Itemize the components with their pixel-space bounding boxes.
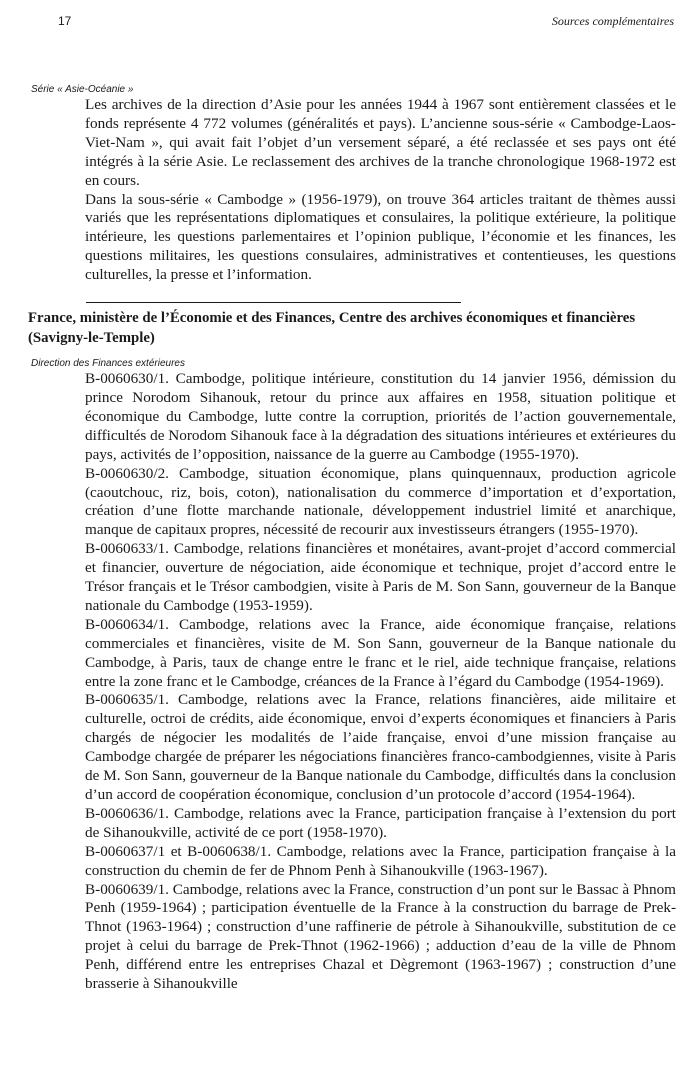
archive-entry: B-0060637/1 et B-0060638/1. Cambodge, relations avec la France, participation française à la construction du chemin de fer de Phnom Penh à Sihanoukville (1963-1967). bbox=[85, 842, 676, 879]
asia-paragraph-1: Les archives de la direction d’Asie pour les années 1944 à 1967 sont entièrement classées et le fonds représente 4 772 volumes (généralités et pays). L’ancienne sous-série « Cambodge-Laos-Viet-Nam », qui avait fait l’objet d’un versement séparé, a été reclassée et ses pays ont été intégrés à la série Asie. Le reclassement des archives de la tranche chronologique 1968-1972 est en cours. bbox=[85, 96, 676, 189]
archive-entry: B-0060634/1. Cambodge, relations avec la France, aide économique française, relations commerciales et financières, visite de M. Son Sann, gouverneur de la Banque nationale du Cambodge, à Paris, taux de change entre le franc et le riel, aide technique française, relations entre la zone franc et le Cambodge, créances de la France à l’égard du Cambodge (1954-1969). bbox=[85, 615, 676, 690]
page-header bbox=[58, 14, 674, 34]
archive-entry: B-0060630/1. Cambodge, politique intérieure, constitution du 14 janvier 1956, démission du prince Norodom Sihanouk, retour du prince aux affaires en 1958, situation politique et économique du Cambodge, lutte contre la corruption, priorités de l’action gouvernementale, difficultés de Norodom Sihanouk face à la dégradation des situations intérieures et extérieures du pays, activités de l’opposition, naissance de la guerre au Cambodge (1955-1970). bbox=[85, 370, 676, 463]
page-number: 17 bbox=[58, 14, 72, 28]
archive-entries bbox=[85, 370, 676, 994]
running-head: Sources complémentaires bbox=[551, 14, 674, 28]
asia-paragraph-2: Dans la sous-série « Cambodge » (1956-1979), on trouve 364 articles traitant de thèmes aussi variés que les représentations diplomatiques et consulaires, la politique extérieure, la politique intérieure, les questions parlementaires et l’opinion publique, l’économie et les finances, les questions militaires, les questions consulaires, administratives et contentieuses, les questions culturelles, la presse et l’information. bbox=[85, 190, 676, 284]
archive-entry: B-0060636/1. Cambodge, relations avec la France, participation française à l’extension du port de Sihanoukville, activité de ce port (1958-1970). bbox=[85, 804, 676, 841]
archive-entry: B-0060630/2. Cambodge, situation économique, plans quinquennaux, production agricole (caoutchouc, riz, bois, coton), nationalisation du commerce d’importation et d’exportation, création d’une flotte marchande nationale, développement industriel limité et anarchique, manque de capitaux propres, nécessité de recourir aux investisseurs étrangers (1955-1970). bbox=[85, 464, 676, 539]
section-divider bbox=[86, 302, 461, 303]
direction-label: Direction des Finances extérieures bbox=[31, 358, 185, 370]
series-label: Série « Asie-Océanie » bbox=[31, 84, 134, 95]
section-title: France, ministère de l’Économie et des Finances, Centre des archives économiques et financières (Savigny-le-Temple) bbox=[28, 310, 636, 346]
page-content bbox=[28, 84, 676, 994]
archive-entry: B-0060633/1. Cambodge, relations financières et monétaires, avant-projet d’accord commercial et financier, ouverture de négociation, aide économique et technique, projet d’accord entre le Trésor français et le Trésor cambodgien, visite à Paris de M. Son Sann, gouverneur de la Banque nationale du Cambodge (1953-1959). bbox=[85, 540, 676, 614]
archive-entry: B-0060639/1. Cambodge, relations avec la France, construction d’un pont sur le Bassac à Phnom Penh (1959-1964) ; participation éventuelle de la France à la construction du barrage de Prek-Thnot (1963-1964) ; construction d’une raffinerie de pétrole à Sihanoukville, substitution de ce projet à celui du barrage de Prek-Thnot (1962-1966) ; adduction d’eau de la ville de Phnom Penh, différend entre les entreprises Chazal et Dègremont (1963-1967) ; construction d’une brasserie à Sihanoukville bbox=[85, 880, 676, 993]
archive-entry: B-0060635/1. Cambodge, relations avec la France, relations financières, aide militaire et culturelle, octroi de crédits, aide économique, envoi d’experts économiques et financiers à Paris chargés de négocier les modalités de l’aide française, envoi d’une mission française au Cambodge chargée de préparer les négociations financières franco-cambodgiennes, visite à Paris de M. Son Sann, gouverneur de la Banque nationale du Cambodge, difficultés dans la conclusion d’un accord de coopération économique, conclusion d’un protocole d’accord (1954-1964). bbox=[85, 691, 676, 803]
